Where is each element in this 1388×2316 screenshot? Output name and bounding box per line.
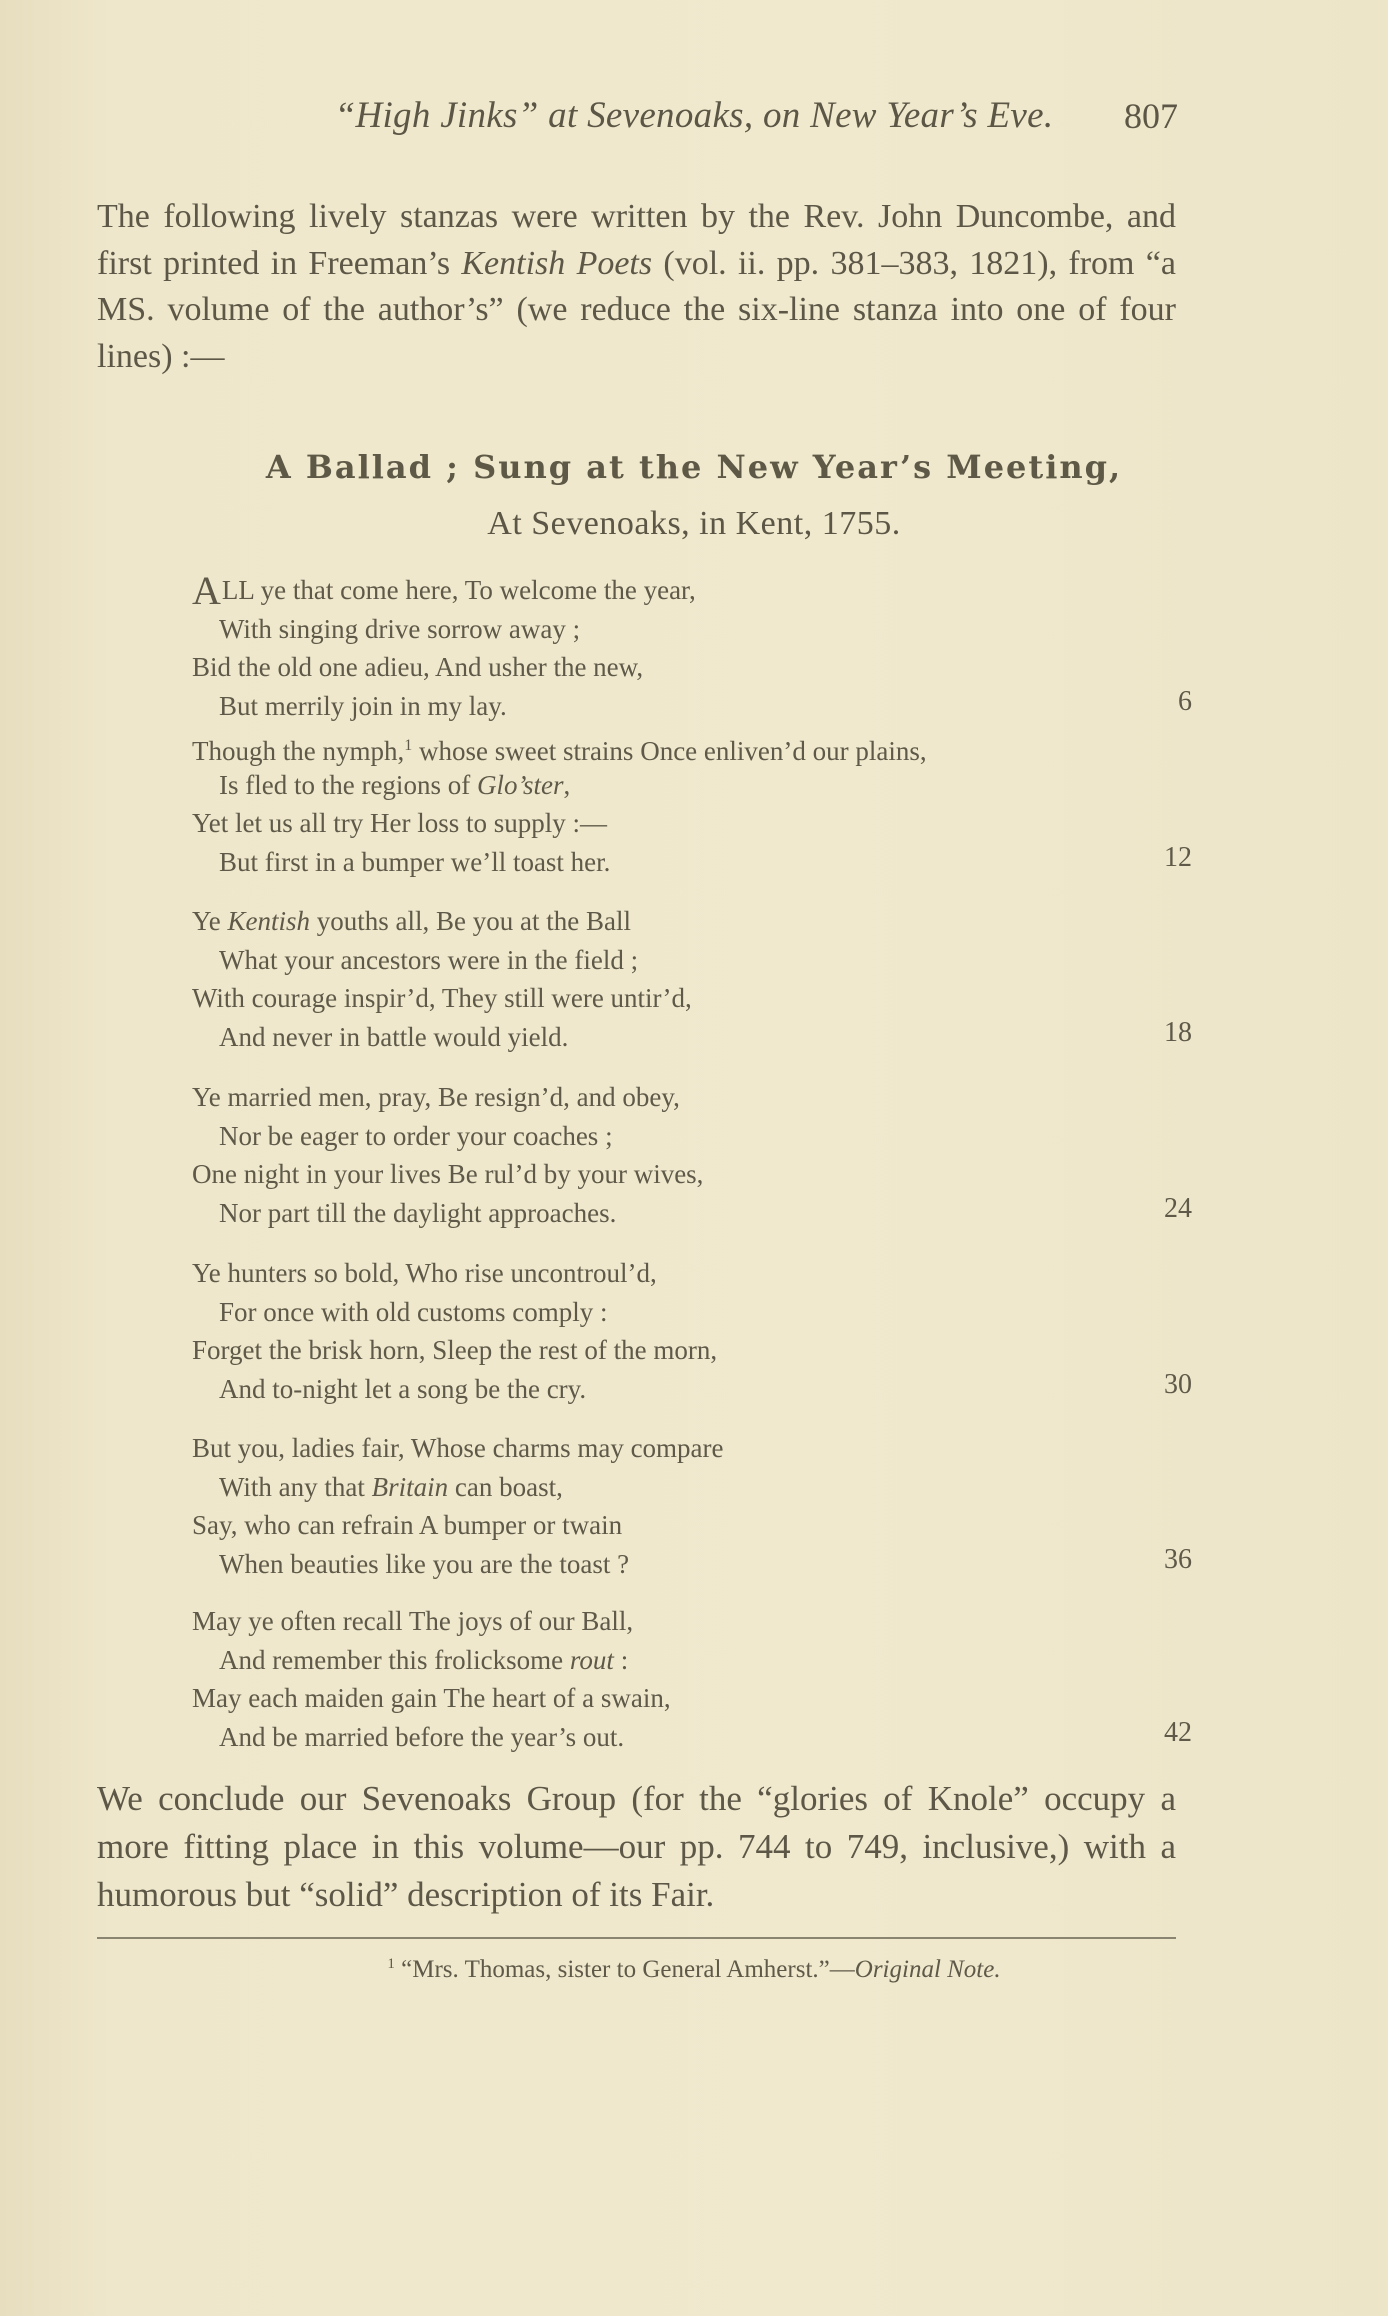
verse-line: May ye often recall The joys of our Ball, [192, 1606, 634, 1636]
verse-line: But you, ladies fair, Whose charms may compare [192, 1433, 724, 1463]
intro-paragraph [97, 194, 1176, 380]
line-number: 12 [1164, 842, 1192, 873]
verse-line: For once with old customs comply : [219, 1296, 608, 1327]
verse-text: Ye [192, 906, 228, 936]
verse-line: With courage inspir’d, They still were untir’d, [192, 983, 692, 1013]
verse-italic: rout [569, 1644, 614, 1675]
stanza-2 [192, 727, 1192, 881]
verse-line: But merrily join in my lay. [219, 690, 507, 721]
verse-line: And to-night let a song be the cry. [219, 1373, 587, 1404]
verse-line [192, 1641, 1192, 1680]
stanza-7 [192, 1602, 1192, 1756]
verse-line: Yet let us all try Her loss to supply :— [192, 808, 608, 838]
footnote-source: Original Note. [854, 1956, 1001, 1983]
verse-italic: Glo’ster [476, 769, 564, 800]
verse-line: But first in a bumper we’ll toast her. [219, 846, 611, 877]
line-number: 30 [1164, 1369, 1192, 1400]
intro-text-part1: The following lively stanzas were written by the Rev. John Duncombe, and first printed in Freeman’s [97, 198, 1176, 282]
footnote [0, 1956, 1388, 1984]
verse-line: Forget the brisk horn, Sleep the rest of the morn, [192, 1335, 718, 1365]
verse-text: LL ye that come here, To welcome the year, [221, 575, 696, 605]
page-number: 807 [1124, 96, 1178, 136]
line-number: 24 [1164, 1193, 1192, 1224]
verse-line: When beauties like you are the toast ? [219, 1548, 630, 1579]
stanza-4 [192, 1078, 1192, 1232]
stanza-1 [192, 568, 1192, 725]
verse-line: Nor be eager to order your coaches ; [219, 1120, 613, 1151]
verse-line [192, 902, 1192, 941]
line-number: 18 [1164, 1017, 1192, 1048]
stanza-5 [192, 1254, 1192, 1408]
verse-line: Ye hunters so bold, Who rise uncontroul’d, [192, 1258, 657, 1288]
verse-text: And remember this frolicksome [219, 1644, 570, 1675]
footnote-divider [97, 1937, 1176, 1939]
verse-text: With any that [219, 1471, 372, 1502]
verse-text: youths all, Be you at the Ball [310, 906, 632, 936]
verse-line: Bid the old one adieu, And usher the new, [192, 652, 644, 682]
verse-text: whose sweet strains Once enliven’d our plains, [412, 736, 927, 766]
verse-line: And be married before the year’s out. [219, 1721, 625, 1752]
verse-text: : [613, 1644, 629, 1675]
intro-work-title: Kentish Poets [461, 244, 653, 282]
footnote-marker: 1 [387, 1956, 395, 1972]
verse-italic: Britain [371, 1471, 449, 1502]
verse-line [192, 1468, 1192, 1507]
running-title: “High Jinks” at Sevenoaks, on New Year’s Eve. [334, 95, 1054, 136]
verse-line [192, 568, 1192, 613]
conclusion-paragraph: We conclude our Sevenoaks Group (for the “glories of Knole” occupy a more fitting place in this volume—our pp. 744 to 749, inclusive,) with a humorous but “solid” description of its Fair. [97, 1779, 1176, 1914]
line-number: 42 [1164, 1717, 1192, 1748]
verse-line: And never in battle would yield. [219, 1021, 569, 1052]
ballad-title: A Ballad ; Sung at the New Year’s Meeting, [265, 448, 1123, 486]
drop-cap: A [192, 568, 221, 613]
line-number: 6 [1178, 686, 1192, 717]
verse-text: Is fled to the regions of [219, 769, 477, 800]
footnote-ref: 1 [404, 737, 413, 754]
verse-text: , [563, 769, 571, 800]
verse-text: Though the nymph, [192, 736, 405, 766]
verse-line: With singing drive sorrow away ; [219, 613, 581, 644]
verse-italic: Kentish [227, 906, 311, 936]
stanza-6 [192, 1429, 1192, 1583]
running-head [0, 94, 1388, 137]
ballad-subtitle: At Sevenoaks, in Kent, 1755. [487, 505, 901, 542]
verse-line: One night in your lives Be rul’d by your wives, [192, 1159, 704, 1189]
verse-text: can boast, [448, 1471, 563, 1502]
footnote-text: “Mrs. Thomas, sister to General Amherst.”— [401, 1956, 855, 1983]
line-number: 36 [1164, 1544, 1192, 1575]
verse-line: What your ancestors were in the field ; [219, 944, 639, 975]
intro-text-part2: (vol. ii. pp. 381–383, 1821), from “a MS. volume of the author’s” (we reduce the six-line stanza into one of four lines) :— [97, 244, 1176, 375]
verse-line: Say, who can refrain A bumper or twain [192, 1510, 623, 1540]
verse-line [192, 766, 1192, 805]
verse-line: Ye married men, pray, Be resign’d, and obey, [192, 1082, 680, 1112]
verse-line: Nor part till the daylight approaches. [219, 1197, 617, 1228]
verse-line [192, 727, 1192, 766]
verse-line: May each maiden gain The heart of a swain, [192, 1683, 671, 1713]
stanza-3 [192, 902, 1192, 1056]
